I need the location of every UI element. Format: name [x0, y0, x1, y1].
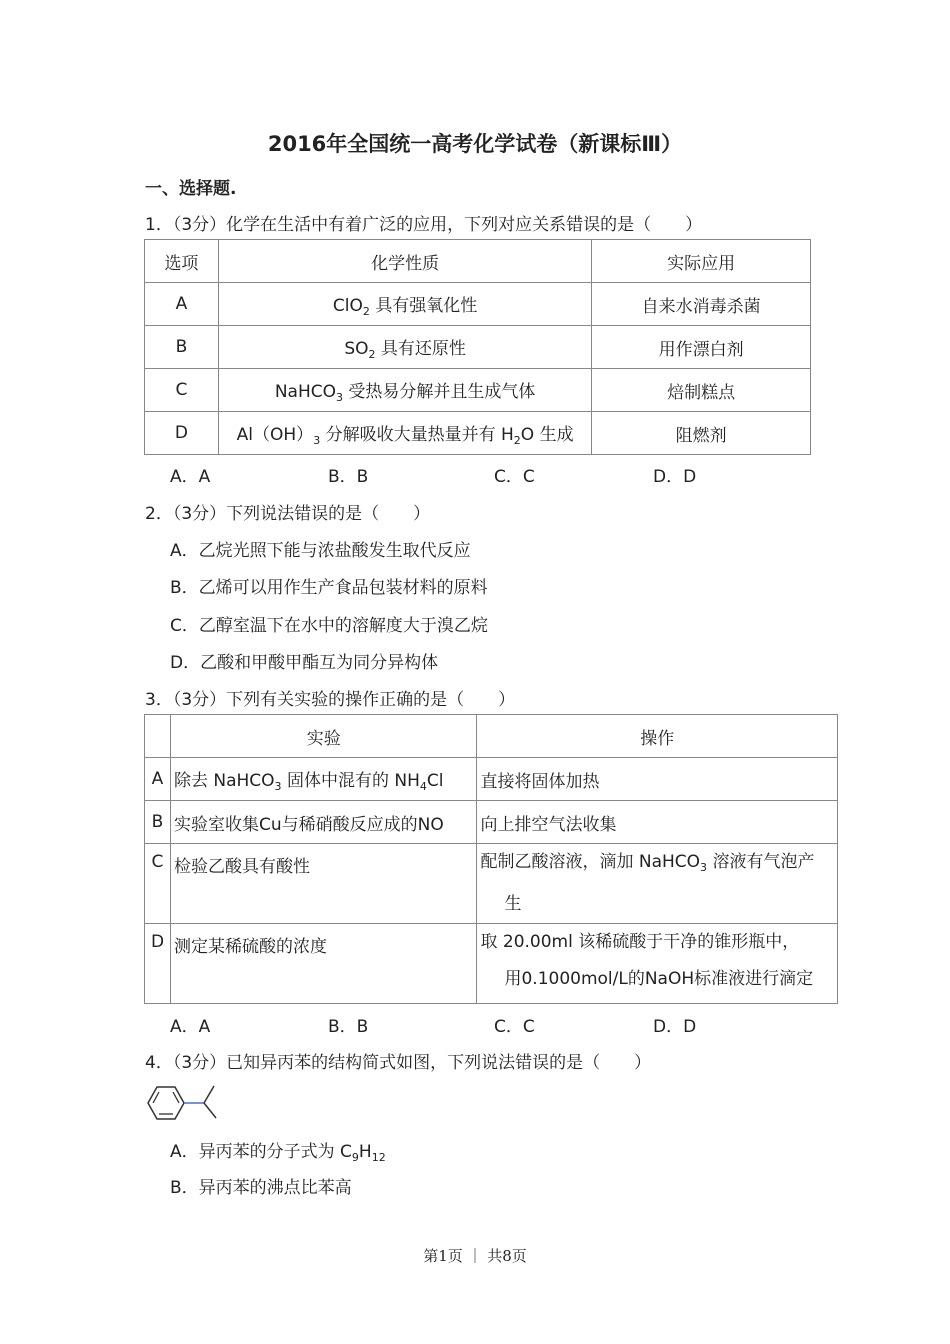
operation-cell: 配制乙酸溶液，滴加 NaHCO$_3$ 溶液有气泡产 生 — [477, 844, 838, 924]
q4-option-a: A．异丙苯的分子式为 $C_9H_{12}$ — [170, 1142, 386, 1164]
option-cell: A — [145, 283, 219, 326]
option-cell: D — [145, 924, 171, 1004]
operation-cell: 直接将固体加热 — [477, 758, 838, 801]
header-cell: 实际应用 — [592, 240, 811, 283]
table-row — [145, 369, 811, 412]
table-row — [145, 924, 838, 1004]
q3-option-a: A．A — [170, 1017, 211, 1037]
table-row — [145, 801, 838, 844]
operation-cell: 向上排空气法收集 — [477, 801, 838, 844]
table-header-row — [145, 240, 811, 283]
experiment-cell: 除去 NaHCO$_3$ 固体中混有的 $NH_4Cl$ — [170, 758, 477, 801]
page-title: 2016年全国统一高考化学试卷（新课标Ⅲ） — [267, 132, 683, 156]
experiment-cell: 实验室收集Cu与稀硝酸反应成的NO — [170, 801, 477, 844]
option-cell: B — [145, 326, 219, 369]
table-row — [145, 758, 838, 801]
option-cell: C — [145, 844, 171, 924]
q2-option-a: A．乙烷光照下能与浓盐酸发生取代反应 — [170, 541, 471, 561]
page-footer: 第1页 ｜ 共8页 — [423, 1247, 527, 1265]
q4-option-b: B．异丙苯的沸点比苯高 — [170, 1178, 352, 1198]
application-cell: 用作漂白剂 — [592, 326, 811, 369]
q1-option-b: B．B — [328, 467, 369, 487]
q3-option-d: D．D — [653, 1017, 697, 1037]
q2-option-b: B．乙烯可以用作生产食品包装材料的原料 — [170, 578, 488, 598]
q2-stem: 2．（3分）下列说法错误的是（ ） — [145, 504, 431, 524]
q1-options — [0, 462, 950, 487]
property-cell: $Al(OH)_3$ 分解吸收大量热量并有 $H_2O$ 生成 — [218, 412, 591, 455]
q2-option-c: C．乙醇室温下在水中的溶解度大于溴乙烷 — [170, 616, 488, 636]
application-cell: 焙制糕点 — [592, 369, 811, 412]
q3-options — [0, 1012, 950, 1037]
property-cell: $SO_2$ 具有还原性 — [218, 326, 591, 369]
application-cell: 自来水消毒杀菌 — [592, 283, 811, 326]
table-row — [145, 412, 811, 455]
table-header-row — [145, 715, 838, 758]
isopropylbenzene-structure-icon — [144, 1082, 220, 1124]
property-cell: NaHCO$_3$ 受热易分解并且生成气体 — [218, 369, 591, 412]
option-cell: B — [145, 801, 171, 844]
option-cell: A — [145, 758, 171, 801]
table-row — [145, 326, 811, 369]
property-cell: ClO$_2$ 具有强氧化性 — [218, 283, 591, 326]
application-cell: 阻燃剂 — [592, 412, 811, 455]
experiment-cell: 检验乙酸具有酸性 — [170, 844, 477, 924]
option-cell: D — [145, 412, 219, 455]
option-cell: C — [145, 369, 219, 412]
q3-table — [144, 714, 838, 1004]
q1-option-c: C．C — [494, 467, 535, 487]
q1-stem: 1．（3分）化学在生活中有着广泛的应用，下列对应关系错误的是（ ） — [145, 215, 703, 235]
header-cell: 选项 — [145, 240, 219, 283]
header-cell: 化学性质 — [218, 240, 591, 283]
table-row — [145, 844, 838, 924]
q1-option-d: D．D — [653, 467, 697, 487]
section-heading: 一、选择题. — [145, 179, 237, 199]
operation-cell: 取 20.00ml 该稀硫酸于干净的锥形瓶中， 用0.1000mol/L的NaOH标准液进行滴定 — [477, 924, 838, 1004]
q4-stem: 4．（3分）已知异丙苯的结构简式如图，下列说法错误的是（ ） — [145, 1053, 652, 1073]
header-cell: 操作 — [477, 715, 838, 758]
q1-option-a: A．A — [170, 467, 211, 487]
q3-option-b: B．B — [328, 1017, 369, 1037]
q2-option-d: D．乙酸和甲酸甲酯互为同分异构体 — [170, 653, 439, 673]
q3-option-c: C．C — [494, 1017, 535, 1037]
table-row — [145, 283, 811, 326]
header-cell: 实验 — [170, 715, 477, 758]
q3-stem: 3．（3分）下列有关实验的操作正确的是（ ） — [145, 690, 516, 710]
q1-table — [144, 239, 811, 455]
experiment-cell: 测定某稀硫酸的浓度 — [170, 924, 477, 1004]
